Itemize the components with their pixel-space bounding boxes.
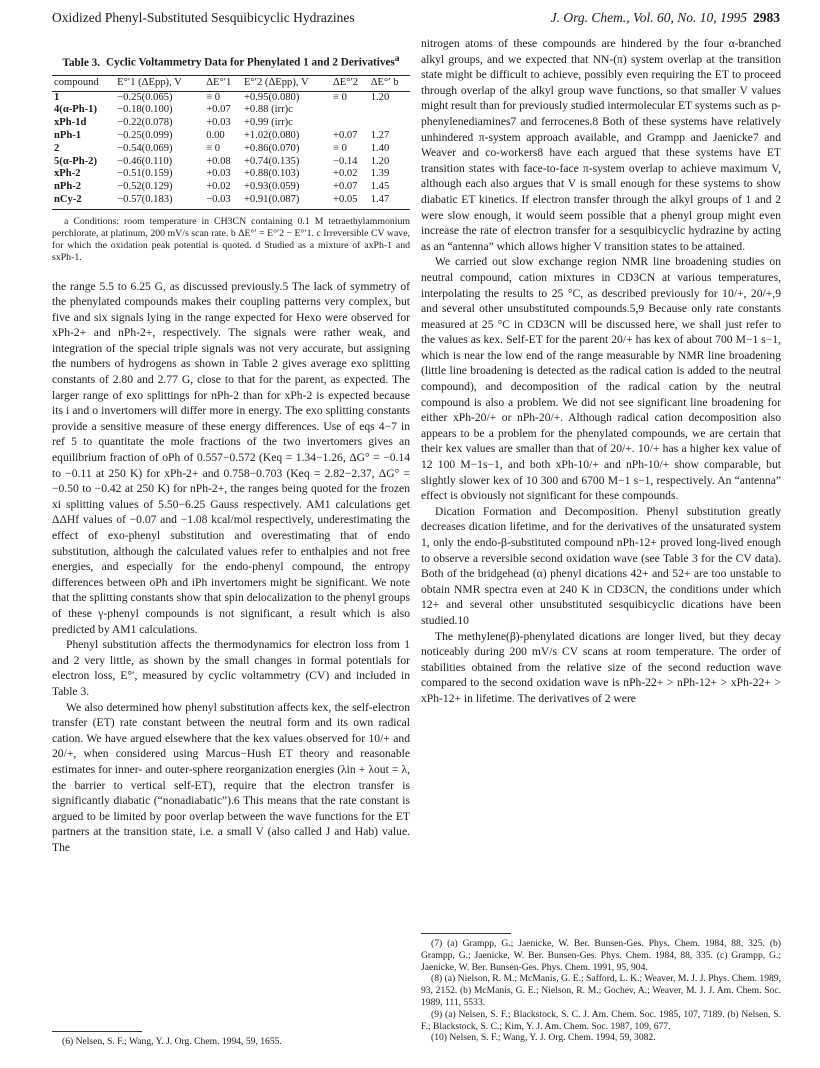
table-caption-note: a	[394, 54, 400, 64]
left-footnotes	[52, 1031, 410, 1048]
cell-compound: 1	[54, 91, 60, 103]
cell-de2: +0.07	[332, 181, 358, 193]
cell-compound: 5(α-Ph-2)	[54, 155, 97, 167]
table-caption-text: Cyclic Voltammetry Data for Phenylated 1 and 2 Derivatives	[106, 56, 395, 69]
journal-name: J. Org. Chem., Vol. 60, No. 10, 1995	[550, 10, 747, 25]
left-column	[52, 40, 410, 855]
cell-compound: 4(α-Ph-1)	[54, 104, 97, 116]
cell-e2: +0.99 (irr)c	[243, 117, 293, 129]
right-footnotes	[421, 933, 781, 1044]
cell-e1: −0.51(0.159)	[117, 168, 173, 180]
cell-de: 1.47	[369, 194, 410, 209]
footnote-10: (10) Nelsen, S. F.; Wang, Y. J. Org. Chem. 1994, 59, 3082.	[431, 1032, 656, 1044]
cell-de	[369, 104, 410, 117]
cell-e2: +1.02(0.080)	[243, 129, 300, 141]
cell-de: 1.20	[370, 91, 390, 103]
cell-compound: nCy-2	[52, 194, 115, 209]
cell-e1: −0.46(0.110)	[117, 155, 173, 167]
table-row	[52, 143, 410, 156]
body-paragraph: Phenyl substitution affects the thermodynamics for electron loss from 1 and 2 very little, as shown by the small changes in formal potentials for electron loss, E°′, measured by cyclic voltammetry (CV) and included in Table 3.	[52, 638, 410, 698]
cell-e1: −0.54(0.069)	[117, 142, 173, 154]
table-row	[52, 194, 410, 209]
cell-de: 1.40	[370, 142, 390, 154]
cell-e2: +0.88 (irr)c	[243, 104, 293, 116]
cell-de1: +0.07	[206, 104, 231, 116]
table-row	[52, 91, 410, 104]
cell-de2: −0.14	[332, 155, 358, 167]
section-paragraph-dication: Dication Formation and Decomposition. Phenyl substitution greatly decreases dication lifetime, and for the derivatives of the unsaturated system 1, only the endo-β-substituted compound nPh-12+ proved long-lived enough to observe a reversible second oxidation wave (see Table 3 for the CV data). Both of the bridgehead (α) phenyl dications 42+ and 52+ are too unstable to obtain NMR spectra even at 240 K in CD3CN, the conditions under which 12+ and several other unsubstituted sesquibicyclic dications have been studied.10	[421, 504, 781, 627]
body-paragraph: the range 5.5 to 6.25 G, as discussed previously.5 The lack of symmetry of the phenylated compounds makes their coupling patterns very complex, but five and six signals lying in the range expected for Hexo were observed for xPh-2+ and nPh-2+, respectively. The signals were rather weak, and integration of the special triple signals was not very accurate, but assigning the numbers of hydrogens as shown in Table 2 gives average exo splitting constants of 2.80 and 2.77 G, close to that for the parent, as expected. The larger range of exo splittings for nPh-2 than for xPh-2 is expected because its i and o invertomers will differ more in energy. The exo splitting constants provide a sensitive measure of these energy differences. Use of eqs 4−7 in ref 5 to quantitate the mole fractions of the two invertomers gives an equilibrium fraction of oPh of 0.557−0.572 (Keq = 1.34−1.26, ΔG° = −0.14 to −0.11 at 250 K) for xPh-2+ and 0.758−0.703 (Keq = 2.82−2.37, ΔG° = −0.50 to −0.42 at 250 K) for nPh-2+, the ranges being quoted for the frozen xi splitting values of 5.50−6.25 Gauss respectively. AM1 calculations get ΔΔHf values of −0.07 and −1.08 kcal/mol respectively, underestimating the effect of exo-phenyl substitution and overestimating that of endo substitution, although the calculated values refer to enthalpies and not free energies, and especially for the endo-phenyl compound, the entropy differences between oPh and iPh invertomers might be significant. We note that the splitting constants show that spin delocalization to the phenyl groups of these γ-phenyl compounds is not significant, a result which is also predicted by AM1 calculations.	[52, 279, 410, 636]
cv-data-table	[52, 75, 410, 210]
body-paragraph: We also determined how phenyl substitution affects kex, the self-electron transfer (ET) rate constant between the neutral form and its own radical cation. We have argued elsewhere that the kex values observed for 10/+ and 20/+, when considered using Marcus−Hush ET theory and reasonable estimates for inner- and outer-sphere reorganization energies (λin + λout = λ, the barrier to vertical self-ET), require that the electron transfer is significantly diabatic (“nonadiabatic”).6 This means that the rate constant is argued to be limited by poor overlap between the wave functions for the ET partners at the transition state, i.e. a small V (also called J and Hab) value. The	[52, 700, 410, 854]
cell-de1: +0.03	[206, 117, 231, 129]
table-header-row	[52, 75, 410, 91]
cell-de2: ≡ 0	[332, 91, 347, 103]
cell-de1: +0.08	[206, 155, 231, 167]
cell-e1: −0.52(0.129)	[117, 181, 173, 193]
cell-e1: −0.57(0.183)	[115, 194, 204, 209]
cell-de2: +0.07	[332, 129, 358, 141]
cell-de2	[331, 104, 369, 117]
cell-e1: −0.25(0.099)	[117, 129, 173, 141]
footnote-rule	[52, 1031, 142, 1032]
col-header-de1: ΔE°′1	[204, 75, 242, 91]
cell-e2: +0.74(0.135)	[243, 155, 300, 167]
table-label: Table 3.	[62, 56, 101, 69]
footnote-9: (9) (a) Nelsen, S. F.; Blackstock, S. C. J. Am. Chem. Soc. 1985, 107, 7189. (b) Nelsen, S. F.; Blackstock, S. C.; Kim, Y. J. Am. Chem. Soc. 1987, 109, 677.	[421, 1008, 781, 1032]
cell-e1: −0.22(0.078)	[117, 117, 173, 129]
footnote-rule	[421, 933, 511, 934]
cell-de2: +0.02	[332, 168, 358, 180]
cell-de2: ≡ 0	[332, 142, 347, 154]
cell-compound: nPh-2	[54, 181, 82, 193]
body-paragraph: nitrogen atoms of these compounds are hindered by the four α-branched alkyl groups, and we expected that NN-(π) system overlap at the transition state might be difficult to achieve, possibly even requiring the ET to proceed through overlap of the alkyl group wave functions, so that smaller V values might result than for previously studied intermolecular ET systems such as p-phenylenediamines7 and ferrocenes.8 Both of these systems have relatively unhindered π-system approach available, and Grampp and Jaenicke7 and Weaver and co-workers8 have each argued that these systems have ET transition states with face-to-face π-system overlap to achieve maximum V, although each also argues that V is small enough for these systems to show diabatic ET kinetics. If electron transfer through the alkyl groups of 1 and 2 were slow enough, it would seem possible that a phenyl group might even increase the rate of electron transfer for a sesquibicyclic hydrazine by acting as an “antenna” which allows higher V transition states to be attained.	[421, 37, 781, 253]
cell-de2: +0.05	[331, 194, 369, 209]
col-header-de: ΔE°′ b	[369, 75, 410, 91]
cell-e2: +0.95(0.080)	[243, 91, 300, 103]
page-number: 2983	[753, 10, 780, 25]
cell-e1: −0.18(0.100)	[117, 104, 173, 116]
table-row	[52, 168, 410, 181]
cell-de: 1.45	[370, 181, 390, 193]
table-footnote: a Conditions: room temperature in CH3CN containing 0.1 M tetraethylammonium perchlorate, at platinum, 200 mV/s scan rate. b ΔE°′ = E°′2 − E°′1. c Irreversible CV wave, for which the oxidation peak potential is quoted. d Studied as a mixture of axPh-1 and sxPh-1.	[52, 215, 410, 264]
table-row	[52, 117, 410, 130]
cell-de1: +0.02	[206, 181, 231, 193]
cell-de1: +0.03	[206, 168, 231, 180]
col-header-compound: compound	[52, 75, 115, 91]
col-header-e1: E°′1 (ΔEpp), V	[115, 75, 204, 91]
running-title: Oxidized Phenyl-Substituted Sesquibicyclic Hydrazines	[52, 10, 355, 25]
cell-de: 1.39	[370, 168, 390, 180]
cell-e2: +0.93(0.059)	[243, 181, 300, 193]
table-row	[52, 104, 410, 117]
col-header-de2: ΔE°′2	[331, 75, 369, 91]
cell-e2: +0.91(0.087)	[242, 194, 331, 209]
cell-e2: +0.86(0.070)	[243, 142, 300, 154]
cell-de2	[331, 117, 369, 130]
cell-compound: xPh-2	[54, 168, 81, 180]
right-column	[421, 36, 781, 707]
cell-compound: 2	[54, 142, 60, 154]
cell-e2: +0.88(0.103)	[243, 168, 300, 180]
cell-de	[369, 117, 410, 130]
cell-de1: ≡ 0	[206, 91, 221, 103]
cell-de1: 0.00	[206, 129, 225, 141]
cell-de1: ≡ 0	[206, 142, 221, 154]
cell-compound: xPh-1d	[54, 117, 87, 129]
footnote-8: (8) (a) Nielson, R. M.; McManis, G. E.; Safford, L. K.; Weaver, M. J. J. Phys. Chem. 1989, 93, 2152. (b) McManis, G. E.; Nielson, R. M.; Gochev, A.; Weaver, M. J. J. Am. Chem. Soc. 1989, 111, 5533.	[421, 973, 781, 1008]
footnote-6: (6) Nelsen, S. F.; Wang, Y. J. Org. Chem. 1994, 59, 1655.	[62, 1036, 282, 1047]
page-header	[52, 10, 780, 32]
table-row	[52, 156, 410, 169]
body-paragraph: The methylene(β)-phenylated dications are longer lived, but they decay noticeably during 200 mV/s CV scans at room temperature. The order of stabilities obtained from the relative size of the second reduction wave compared to the second oxidation wave is nPh-22+ > nPh-12+ > xPh-22+ > xPh-12+ in lifetime. The derivatives of 2 were	[421, 629, 781, 705]
cell-de: 1.27	[370, 129, 390, 141]
body-paragraph: We carried out slow exchange region NMR line broadening studies on neutral compound, cation mixtures in CD3CN at various temperatures, interpolating the results to 25 °C, as described previously for 10/+, 20/+,9 and several other unsubstituted compounds.5,9 Because only rate constants measured at 25 °C in CD3CN will be discussed here, we shall just refer to the values as kex. Self-ET for the parent 20/+ has kex of about 700 M−1 s−1, which is near the low end of the range measurable by NMR line broadening (little line broadening is detected as the radical cation is added to the neutral compound), and decomposition of the radical cation by the neutral compound is also a problem. We did not see significant line broadening for either xPh-20/+ or nPh-20/+. Although radical cation decomposition also appears to be a problem for the phenylated compounds, we are certain that their kex values are smaller than that of 20/+. 10/+ has a higher kex value of 12 100 M−1s−1, and both xPh-10/+ and nPh-10/+ show comparable, but slightly slower kex of 10 300 and 6700 M−1 s−1, respectively. An “antenna” effect is obviously not significant for these compounds.	[421, 255, 781, 503]
cell-de: 1.20	[370, 155, 390, 167]
cell-e1: −0.25(0.065)	[117, 91, 173, 103]
cell-de1: −0.03	[204, 194, 242, 209]
cell-compound: nPh-1	[54, 129, 82, 141]
col-header-e2: E°′2 (ΔEpp), V	[242, 75, 331, 91]
journal-citation	[551, 10, 780, 26]
table-caption	[52, 52, 410, 70]
footnote-7: (7) (a) Grampp, G.; Jaenicke, W. Ber. Bunsen-Ges. Phys. Chem. 1984, 88, 325. (b) Grampp, G.; Jaenicke, W. Ber. Bunsen-Ges. Phys. Chem. 1984, 88, 335. (c) Grampp, G.; Jaenicke, W. Ber. Bunsen-Ges. Phys. Chem. 1991, 95, 904.	[421, 938, 781, 973]
table-row	[52, 130, 410, 143]
table-row	[52, 181, 410, 194]
